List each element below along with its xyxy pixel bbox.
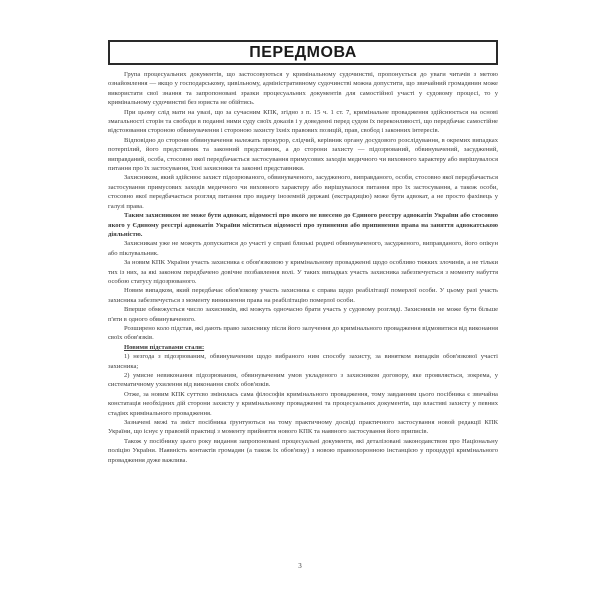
paragraph: Вперше обмежується число захисників, які можуть одночасно брати участь у судовому розгляді. Захисників не може бути більше п'яти в одного обвинуваченого.	[108, 306, 498, 323]
paragraph: Також у посібнику цього року видання запропоновані процесуальні документи, які деталізовані законодавством про Національну поліцію України. Наявність контактів громадян (а також їх обов'язку) з новою правоохоронною інстанцією у процедурі кримінального провадження дуже важлива.	[108, 437, 498, 464]
paragraph: Зазначені межі та зміст посібника ґрунтуються на тому практичному досвіді практичного застосування новой редакції КПК України, що існує у правовій практиці з моменту прийняття нового КПК та наявного застосування його приписів.	[108, 419, 498, 436]
paragraph: Отже, за новим КПК суттєво змінилась сама філософія кримінального провадження, тому завданням цього посібника є звичайна констатація необхідних дій сторони захисту у кримінальному провадженні та процесуальних документів, що властиві захисту у певних стадіях кримінального провадження.	[108, 390, 498, 417]
list-item: 1) незгода з підозрюваним, обвинуваченим щодо вибраного ним способу захисту, за винятком випадків обов'язкової участі захисника;	[108, 353, 498, 370]
paragraph: Група процесуальних документів, що застосовуються у кримінальному судочинстві, пропонується до уваги читачів з метою ознайомлення — якщо у господарському, цивільному, адміністративному судочинстві можна допустити, що звичайний громадянин може використати свої знання та запропоновані зразки процесуальних документів для самостійної участі у судовому процесі, то у кримінальному судочинстві без юриста не обійтись.	[108, 71, 498, 107]
paragraph: Захисником, який здійснює захист підозрюваного, обвинуваченого, засудженого, виправданого, особи, стосовно якої передбачається застосування примусових заходів медичного чи виховного характеру або вирішувалося питання про їх застосування, а також особи, стосовно якої передбачається розгляд питання про видачу іноземній державі (екстрадицію) може бути адвокат, а не просто фахівець у галузі права.	[108, 174, 498, 210]
paragraph: Відповідно до сторони обвинувачення належать прокурор, слідчий, керівник органу досудового розслідування, в окремих випадках потерпілий, його представник та законний представник, а до сторони захисту — підозрюваний, обвинувачений, засуджений, виправданий, особа, стосовно якої передбачається застосування примусових заходів медичного чи виховного характеру або вирішувалося питання про їх застосування, їхні захисники та законні представники.	[108, 136, 498, 173]
paragraph: При цьому слід мати на увазі, що за сучасним КПК, згідно з п. 15 ч. 1 ст. 7, кримінальне провадження здійснюється на основі змагальності сторін та свободи в поданні ними суду своїх доказів і у доведенні перед судом їх переконливості, що передбачає самостійне відстоювання стороною обвинувачення і стороною захисту їхніх правових позицій, прав, свобод і законних інтересів.	[108, 108, 498, 135]
subheading: Новими підставами стали:	[124, 343, 205, 351]
paragraph: Новим випадком, який передбачає обов'язкову участь захисника є справа щодо реабілітації померлої особи. У цьому разі участь захисника забезпечується з моменту виникнення права на реабілітацію померлої особи.	[108, 287, 498, 304]
document-body	[108, 70, 498, 560]
page-number: 3	[298, 562, 302, 570]
heading-box	[108, 40, 498, 65]
paragraph: Таким захисником не може бути адвокат, відомості про якого не внесено до Єдиного реєстру адвокатів України або стосовно якого у Єдиному реєстрі адвокатів України містяться відомості про зупинення або припинення права на заняття адвокатською діяльністю.	[108, 212, 498, 238]
paragraph: Захисникам уже не можуть допускатися до участі у справі близькі родичі обвинуваченого, засудженого, виправданого, його опікун або піклувальник.	[108, 240, 498, 257]
paragraph: Розширено коло підстав, які дають право захиснику після його залучення до кримінального провадження відмовитися від виконання своїх обов'язків.	[108, 324, 498, 342]
page-title: ПЕРЕДМОВА	[249, 43, 357, 61]
list-item: 2) умисне невиконання підозрюваним, обвинуваченим умов укладеного з захисником договору, яке проявляється, зокрема, у систематичному ухилення від виконання своїх обов'язків.	[108, 372, 498, 389]
paragraph: За новим КПК України участь захисника є обов'язковою у кримінальному провадженні щодо особливо тяжких злочинів, а не тільки тих із них, за які законом передбачено довічне позбавлення волі. У таких випадках участь захисника забезпечується з моменту набуття особою статусу підозрюваного.	[108, 259, 498, 285]
